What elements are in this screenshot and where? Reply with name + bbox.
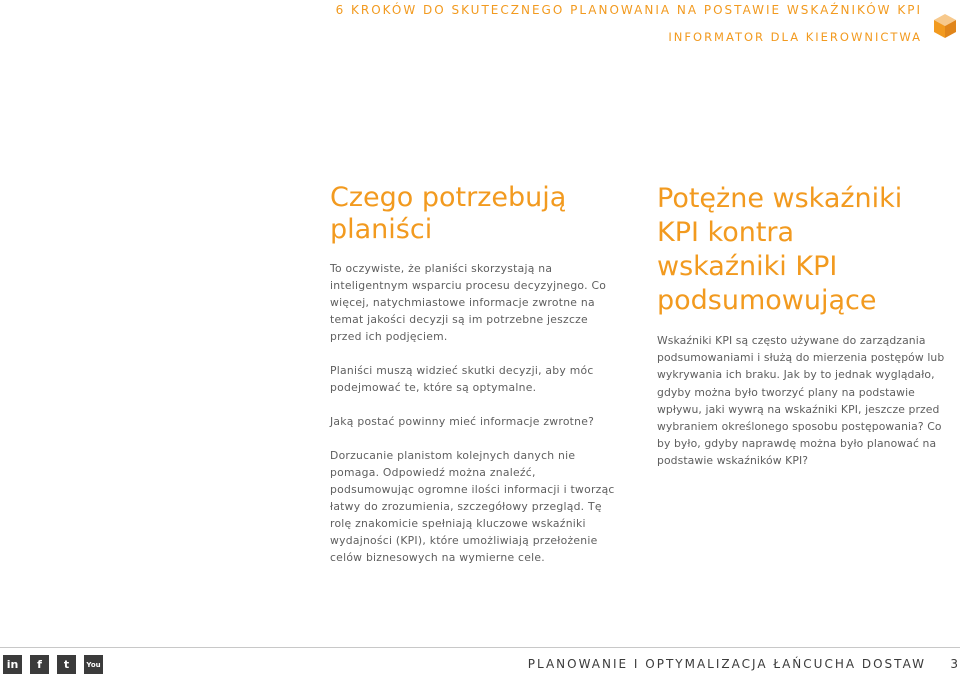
right-heading	[657, 182, 947, 318]
facebook-icon[interactable]: f	[30, 655, 49, 674]
paragraph: Jaką postać powinny mieć informacje zwrotne?	[330, 415, 595, 428]
right-body	[657, 332, 947, 470]
paragraph: Wskaźniki KPI są często używane do zarządzania podsumowaniami i służą do mierzenia postępów lub wykrywania ich braku. Jak by to jednak wyglądało, gdyby można było tworzyć plany na podstawie wpływu, jaki wywrą na wskaźniki KPI, jeszcze przed wybraniem określonego sposobu postępowania? Co by było, gdyby naprawdę można było planować na podstawie wskaźników KPI?	[657, 334, 945, 468]
left-heading-line: Czego potrzebują	[330, 182, 567, 213]
left-column	[330, 182, 620, 583]
right-heading-line: wskaźniki KPI	[657, 251, 838, 282]
paragraph: To oczywiste, że planiści skorzystają na inteligentnym wsparciu procesu decyzyjnego. Co więcej, natychmiastowe informacje zwrotne na temat jakości decyzji są im potrzebne jeszcze przed ich podjęciem.	[330, 262, 607, 343]
left-heading	[330, 182, 620, 246]
footer-title: PLANOWANIE I OPTYMALIZACJA ŁAŃCUCHA DOSTAW	[527, 657, 926, 671]
header-subtitle: INFORMATOR DLA KIEROWNICTWA	[668, 30, 922, 44]
linkedin-icon[interactable]: in	[3, 655, 22, 674]
right-column	[657, 182, 947, 487]
youtube-icon[interactable]: You	[84, 655, 103, 674]
paragraph: Dorzucanie planistom kolejnych danych nie pomaga. Odpowiedź można znaleźć, podsumowując ogromne ilości informacji i tworząc łatwy do zrozumienia, szczegółowy przegląd. Tę rolę znakomicie spełniają kluczowe wskaźniki wydajności (KPI), które umożliwiają przełożenie celów biznesowych na wymierne cele.	[330, 449, 615, 564]
paragraph: Planiści muszą widzieć skutki decyzji, aby móc podejmować te, które są optymalne.	[330, 364, 594, 394]
right-heading-line: KPI kontra	[657, 217, 795, 248]
right-heading-line: Potężne wskaźniki	[657, 183, 903, 214]
twitter-icon[interactable]: t	[57, 655, 76, 674]
orange-cube-icon	[932, 12, 958, 40]
page-number: 3	[950, 657, 958, 671]
header-title: 6 KROKÓW DO SKUTECZNEGO PLANOWANIA NA POSTAWIE WSKAŹNIKÓW KPI	[335, 3, 922, 17]
footer-divider	[0, 647, 960, 648]
left-heading-line: planiści	[330, 214, 433, 245]
social-links	[3, 655, 103, 674]
right-heading-line: podsumowujące	[657, 285, 877, 316]
left-body	[330, 260, 620, 566]
